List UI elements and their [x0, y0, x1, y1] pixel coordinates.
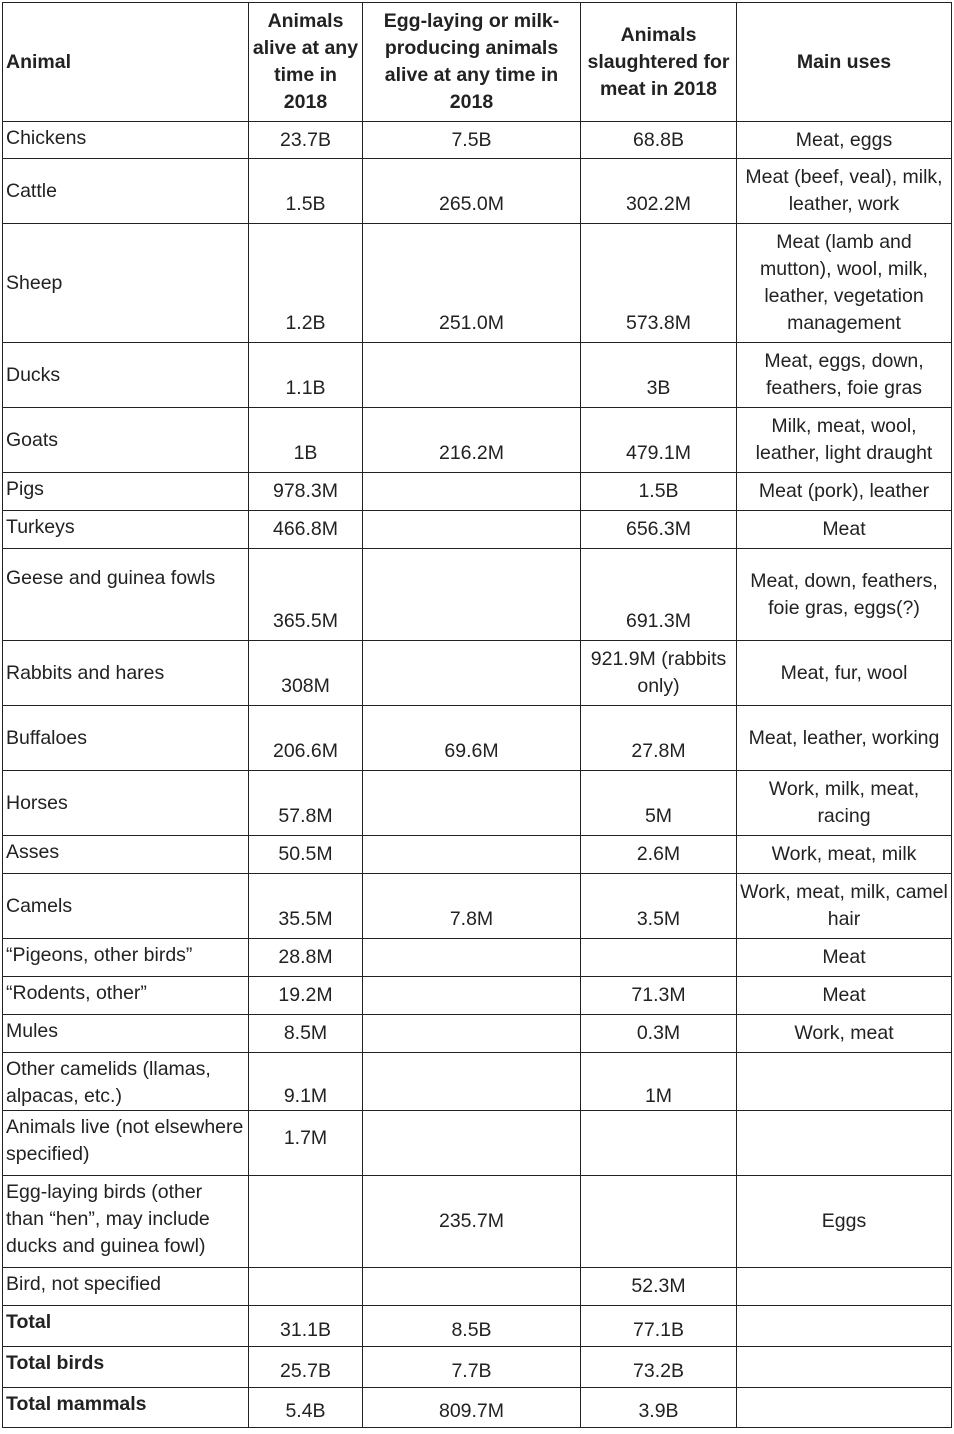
slaughtered-cell: 1M	[581, 1053, 737, 1111]
animal-cell: Geese and guinea fowls	[3, 549, 249, 641]
producing-cell	[363, 1053, 581, 1111]
table-row	[3, 706, 952, 771]
table-row	[3, 1053, 952, 1111]
table-row	[3, 549, 952, 641]
producing-cell: 7.7B	[363, 1347, 581, 1388]
livestock-table	[2, 2, 952, 1428]
alive-cell: 365.5M	[249, 549, 363, 641]
header-producing: Egg-laying or milk-producing animals alive at any time in 2018	[363, 3, 581, 122]
table-row	[3, 408, 952, 473]
alive-cell: 57.8M	[249, 771, 363, 836]
slaughtered-cell: 71.3M	[581, 977, 737, 1015]
animal-cell: Mules	[3, 1015, 249, 1053]
slaughtered-cell: 68.8B	[581, 122, 737, 159]
slaughtered-cell: 921.9M (rabbits only)	[581, 641, 737, 706]
uses-cell: Meat	[737, 977, 952, 1015]
animal-cell: Sheep	[3, 224, 249, 343]
table-row	[3, 224, 952, 343]
uses-cell	[737, 1306, 952, 1347]
alive-cell: 1B	[249, 408, 363, 473]
uses-cell: Meat, down, feathers, foie gras, eggs(?)	[737, 549, 952, 641]
uses-cell: Work, meat, milk, camel hair	[737, 874, 952, 939]
total-row	[3, 1347, 952, 1388]
alive-cell: 25.7B	[249, 1347, 363, 1388]
alive-cell: 5.4B	[249, 1388, 363, 1428]
uses-cell	[737, 1053, 952, 1111]
table-row	[3, 1015, 952, 1053]
animal-cell: “Pigeons, other birds”	[3, 939, 249, 977]
alive-cell: 9.1M	[249, 1053, 363, 1111]
slaughtered-cell: 656.3M	[581, 511, 737, 549]
table-row	[3, 641, 952, 706]
producing-cell: 69.6M	[363, 706, 581, 771]
uses-cell	[737, 1111, 952, 1176]
slaughtered-cell: 691.3M	[581, 549, 737, 641]
slaughtered-cell: 3.9B	[581, 1388, 737, 1428]
producing-cell: 7.8M	[363, 874, 581, 939]
alive-cell: 23.7B	[249, 122, 363, 159]
table-row	[3, 122, 952, 159]
uses-cell: Meat (beef, veal), milk, leather, work	[737, 159, 952, 224]
header-alive: Animals alive at any time in 2018	[249, 3, 363, 122]
producing-cell: 251.0M	[363, 224, 581, 343]
table-row	[3, 1268, 952, 1306]
uses-cell: Meat	[737, 511, 952, 549]
slaughtered-cell: 302.2M	[581, 159, 737, 224]
alive-cell	[249, 1176, 363, 1268]
producing-cell: 809.7M	[363, 1388, 581, 1428]
producing-cell	[363, 771, 581, 836]
uses-cell: Meat (pork), leather	[737, 473, 952, 511]
animal-cell: Asses	[3, 836, 249, 874]
alive-cell: 1.7M	[249, 1111, 363, 1176]
slaughtered-cell: 3B	[581, 343, 737, 408]
producing-cell	[363, 343, 581, 408]
alive-cell: 466.8M	[249, 511, 363, 549]
table-row	[3, 771, 952, 836]
table-row	[3, 874, 952, 939]
alive-cell: 1.5B	[249, 159, 363, 224]
alive-cell: 206.6M	[249, 706, 363, 771]
animal-cell: Ducks	[3, 343, 249, 408]
alive-cell: 1.2B	[249, 224, 363, 343]
uses-cell: Meat	[737, 939, 952, 977]
slaughtered-cell: 1.5B	[581, 473, 737, 511]
alive-cell: 978.3M	[249, 473, 363, 511]
animal-cell: Other camelids (llamas, alpacas, etc.)	[3, 1053, 249, 1111]
table-row	[3, 343, 952, 408]
table-row	[3, 939, 952, 977]
uses-cell: Milk, meat, wool, leather, light draught	[737, 408, 952, 473]
producing-cell	[363, 977, 581, 1015]
animal-cell: Egg-laying birds (other than “hen”, may include ducks and guinea fowl)	[3, 1176, 249, 1268]
uses-cell: Meat, eggs, down, feathers, foie gras	[737, 343, 952, 408]
uses-cell: Meat, leather, working	[737, 706, 952, 771]
slaughtered-cell: 52.3M	[581, 1268, 737, 1306]
animal-cell: Camels	[3, 874, 249, 939]
producing-cell	[363, 549, 581, 641]
header-uses: Main uses	[737, 3, 952, 122]
total-row	[3, 1306, 952, 1347]
slaughtered-cell: 573.8M	[581, 224, 737, 343]
animal-cell: Animals live (not elsewhere specified)	[3, 1111, 249, 1176]
uses-cell	[737, 1268, 952, 1306]
animal-cell: Turkeys	[3, 511, 249, 549]
total-row	[3, 1388, 952, 1428]
animal-cell: “Rodents, other”	[3, 977, 249, 1015]
animal-cell: Buffaloes	[3, 706, 249, 771]
animal-cell: Pigs	[3, 473, 249, 511]
uses-cell: Meat, eggs	[737, 122, 952, 159]
producing-cell	[363, 473, 581, 511]
table-row	[3, 511, 952, 549]
slaughtered-cell: 27.8M	[581, 706, 737, 771]
producing-cell: 8.5B	[363, 1306, 581, 1347]
producing-cell	[363, 1015, 581, 1053]
table-row	[3, 159, 952, 224]
slaughtered-cell: 5M	[581, 771, 737, 836]
slaughtered-cell: 77.1B	[581, 1306, 737, 1347]
uses-cell	[737, 1347, 952, 1388]
producing-cell	[363, 641, 581, 706]
producing-cell: 216.2M	[363, 408, 581, 473]
animal-cell: Goats	[3, 408, 249, 473]
animal-cell: Total	[3, 1306, 249, 1347]
producing-cell	[363, 939, 581, 977]
slaughtered-cell: 73.2B	[581, 1347, 737, 1388]
producing-cell	[363, 1111, 581, 1176]
uses-cell: Work, milk, meat, racing	[737, 771, 952, 836]
producing-cell: 7.5B	[363, 122, 581, 159]
table-row	[3, 1176, 952, 1268]
table-row	[3, 836, 952, 874]
animal-cell: Rabbits and hares	[3, 641, 249, 706]
slaughtered-cell: 479.1M	[581, 408, 737, 473]
table-row	[3, 977, 952, 1015]
header-animal: Animal	[3, 3, 249, 122]
uses-cell: Work, meat, milk	[737, 836, 952, 874]
slaughtered-cell	[581, 939, 737, 977]
animal-cell: Horses	[3, 771, 249, 836]
animal-cell: Chickens	[3, 122, 249, 159]
alive-cell: 8.5M	[249, 1015, 363, 1053]
slaughtered-cell: 3.5M	[581, 874, 737, 939]
slaughtered-cell: 0.3M	[581, 1015, 737, 1053]
alive-cell: 19.2M	[249, 977, 363, 1015]
uses-cell: Work, meat	[737, 1015, 952, 1053]
uses-cell: Meat, fur, wool	[737, 641, 952, 706]
animal-cell: Total birds	[3, 1347, 249, 1388]
producing-cell: 235.7M	[363, 1176, 581, 1268]
alive-cell: 1.1B	[249, 343, 363, 408]
producing-cell: 265.0M	[363, 159, 581, 224]
header-slaughtered: Animals slaughtered for meat in 2018	[581, 3, 737, 122]
table-row	[3, 1111, 952, 1176]
slaughtered-cell: 2.6M	[581, 836, 737, 874]
animal-cell: Total mammals	[3, 1388, 249, 1428]
slaughtered-cell	[581, 1176, 737, 1268]
table-row	[3, 473, 952, 511]
slaughtered-cell	[581, 1111, 737, 1176]
uses-cell: Eggs	[737, 1176, 952, 1268]
alive-cell: 31.1B	[249, 1306, 363, 1347]
alive-cell: 308M	[249, 641, 363, 706]
alive-cell	[249, 1268, 363, 1306]
alive-cell: 50.5M	[249, 836, 363, 874]
alive-cell: 35.5M	[249, 874, 363, 939]
producing-cell	[363, 836, 581, 874]
animal-cell: Cattle	[3, 159, 249, 224]
uses-cell: Meat (lamb and mutton), wool, milk, leather, vegetation management	[737, 224, 952, 343]
uses-cell	[737, 1388, 952, 1428]
alive-cell: 28.8M	[249, 939, 363, 977]
header-row	[3, 3, 952, 122]
animal-cell: Bird, not specified	[3, 1268, 249, 1306]
producing-cell	[363, 511, 581, 549]
producing-cell	[363, 1268, 581, 1306]
